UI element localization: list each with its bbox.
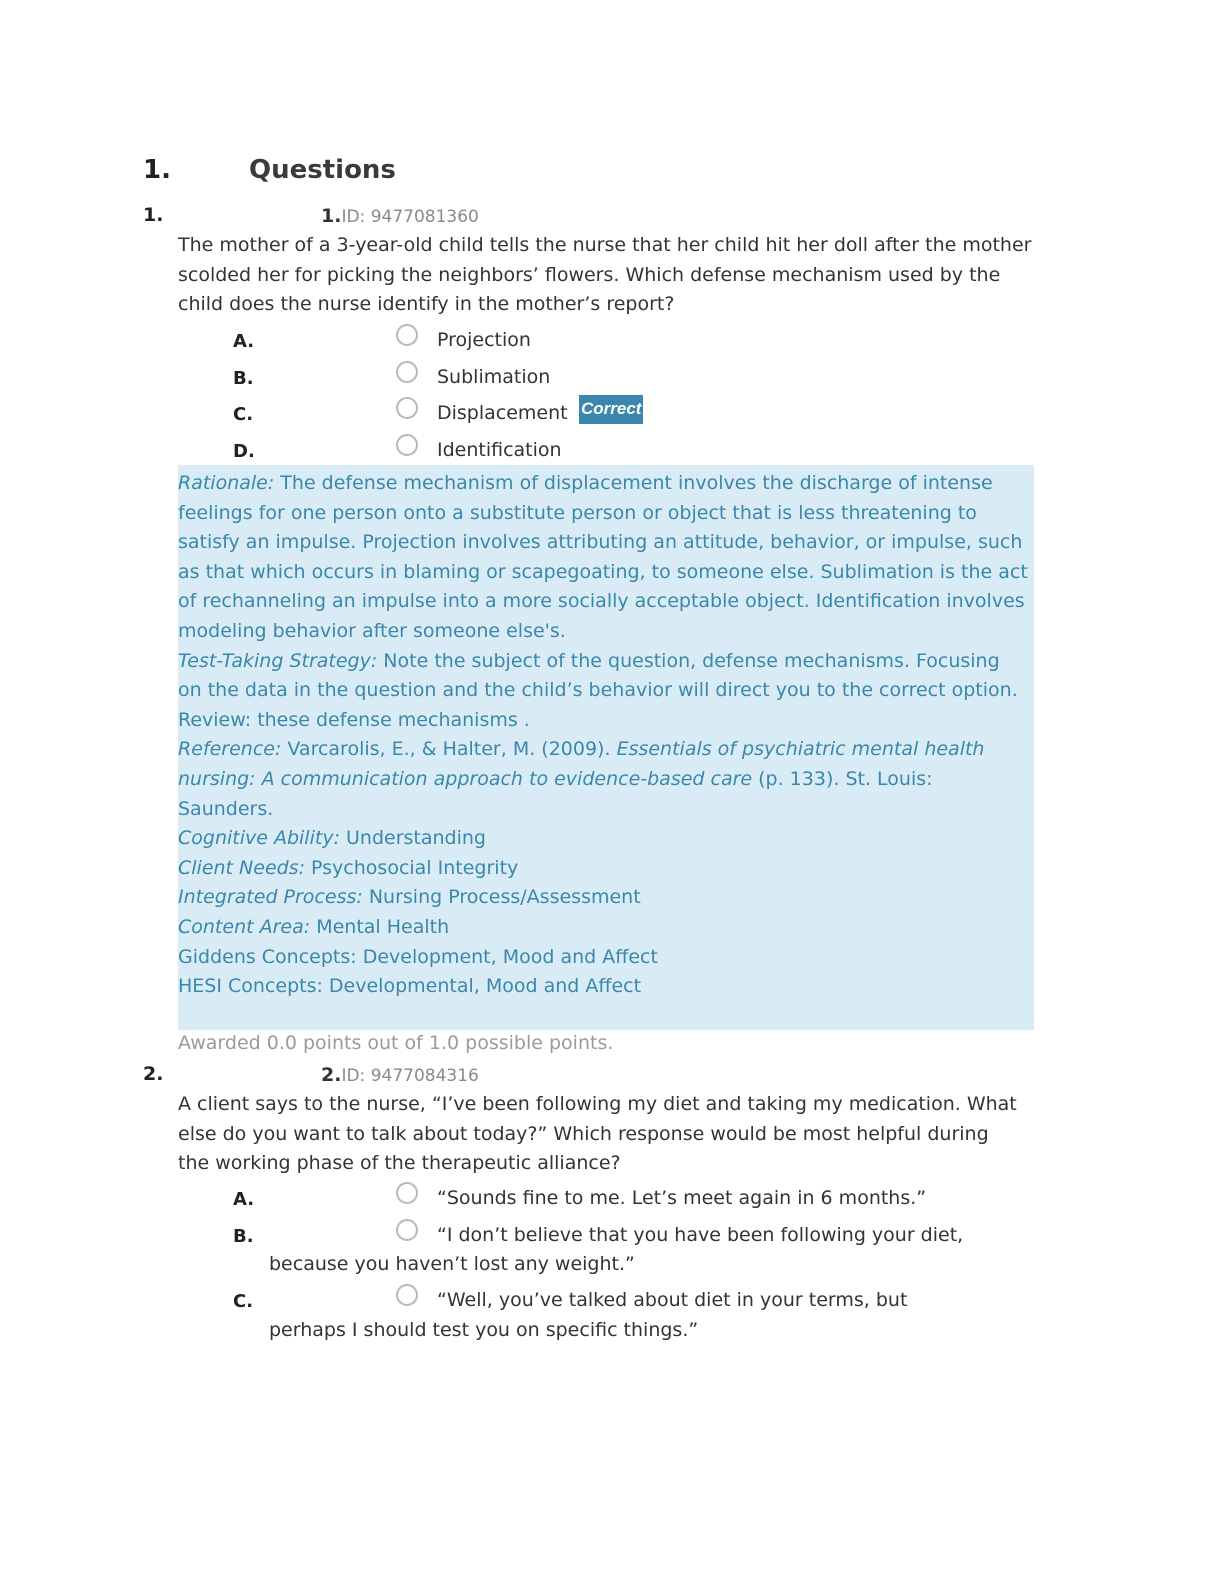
radio-button-icon[interactable] (396, 361, 418, 383)
feedback-panel (178, 465, 1034, 1030)
reference-label: Reference: (178, 738, 282, 761)
question-inner-number: 2. (321, 1064, 342, 1086)
question-id-line (321, 1064, 479, 1086)
option-letter: D. (233, 441, 255, 462)
strategy-text: Note the subject of the question, defense mechanisms. Focusing on the data in the question and the child’s behavior will direct you to the correct option. Review: these defense mechanisms . (178, 649, 1018, 731)
option-letter: A. (233, 331, 255, 352)
client-needs-value: Psychosocial Integrity (305, 856, 519, 879)
question-inner-number: 1. (321, 205, 342, 227)
section-number: 1. (143, 155, 171, 185)
question-id: ID: 9477084316 (341, 1066, 479, 1086)
rationale-paragraph (178, 469, 1028, 647)
content-area-label: Content Area: (178, 915, 311, 938)
hesi-concepts-line: HESI Concepts: Developmental, Mood and Affect (178, 975, 642, 998)
content-area-value: Mental Health (310, 915, 450, 938)
option-text: Projection (437, 329, 531, 351)
integrated-process-line (178, 883, 1028, 913)
reference-paragraph (178, 735, 1028, 824)
question-outer-number: 2. (143, 1063, 164, 1085)
option-text-continued: because you haven’t lost any weight.” (269, 1253, 635, 1275)
option-text: Displacement (437, 402, 568, 424)
integrated-process-value: Nursing Process/Assessment (362, 886, 641, 909)
giddens-concepts-line: Giddens Concepts: Development, Mood and Affect (178, 945, 658, 968)
reference-title: Essentials of psychiatric mental health nursing: A communication approach to evidence-based care (178, 738, 985, 790)
option-letter: A. (233, 1189, 255, 1210)
reference-authors: Varcarolis, E., & Halter, M. (2009). (281, 738, 617, 761)
awarded-points: Awarded 0.0 points out of 1.0 possible points. (178, 1032, 614, 1054)
option-text: “I don’t believe that you have been following your diet, (437, 1224, 964, 1246)
option-text-continued: perhaps I should test you on specific things.” (269, 1319, 699, 1341)
option-letter: B. (233, 1226, 254, 1247)
question-stem: The mother of a 3-year-old child tells the nurse that her child hit her doll after the mother scolded her for picking the neighbors’ flowers. Which defense mechanism used by the child does the nurse identify in the mother’s report? (178, 234, 1032, 315)
option-text: Sublimation (437, 366, 551, 388)
strategy-paragraph (178, 647, 1028, 736)
question-stem: A client says to the nurse, “I’ve been following my diet and taking my medication. What else do you want to talk about today?” Which response would be most helpful during the working phase of the therapeutic alliance? (178, 1093, 1017, 1174)
cognitive-ability-label: Cognitive Ability: (178, 827, 340, 850)
option-text: Identification (437, 439, 562, 461)
correct-badge: Correct (579, 395, 643, 424)
radio-button-icon[interactable] (396, 397, 418, 419)
reference-details: (p. 133). St. Louis: Saunders. (178, 767, 933, 820)
option-text: “Well, you’ve talked about diet in your terms, but (437, 1289, 908, 1311)
question-outer-number: 1. (143, 204, 164, 226)
cognitive-ability-line (178, 824, 1028, 854)
integrated-process-label: Integrated Process: (178, 886, 363, 909)
radio-button-icon[interactable] (396, 1284, 418, 1306)
content-area-line (178, 913, 1028, 943)
client-needs-label: Client Needs: (178, 856, 305, 879)
option-letter: C. (233, 1291, 254, 1312)
radio-button-icon[interactable] (396, 1182, 418, 1204)
option-letter: C. (233, 404, 254, 425)
radio-button-icon[interactable] (396, 434, 418, 456)
radio-button-icon[interactable] (396, 1219, 418, 1241)
cognitive-ability-value: Understanding (339, 827, 486, 850)
question-id-line (321, 205, 479, 227)
option-letter: B. (233, 368, 254, 389)
question-id: ID: 9477081360 (341, 207, 479, 227)
client-needs-line (178, 854, 1028, 884)
strategy-label: Test-Taking Strategy: (178, 649, 378, 672)
section-title: Questions (249, 155, 396, 185)
option-text: “Sounds fine to me. Let’s meet again in 6 months.” (437, 1187, 927, 1209)
rationale-text: The defense mechanism of displacement involves the discharge of intense feelings for one person onto a substitute person or object that is less threatening to satisfy an impulse. Projection involves attributing an attitude, behavior, or impulse, such as that which occurs in blaming or scapegoating, to someone else. Sublimation is the act of rechanneling an impulse into a more socially acceptable object. Identification involves modeling behavior after someone else's. (178, 472, 1028, 642)
rationale-label: Rationale: (178, 472, 275, 494)
radio-button-icon[interactable] (396, 324, 418, 346)
